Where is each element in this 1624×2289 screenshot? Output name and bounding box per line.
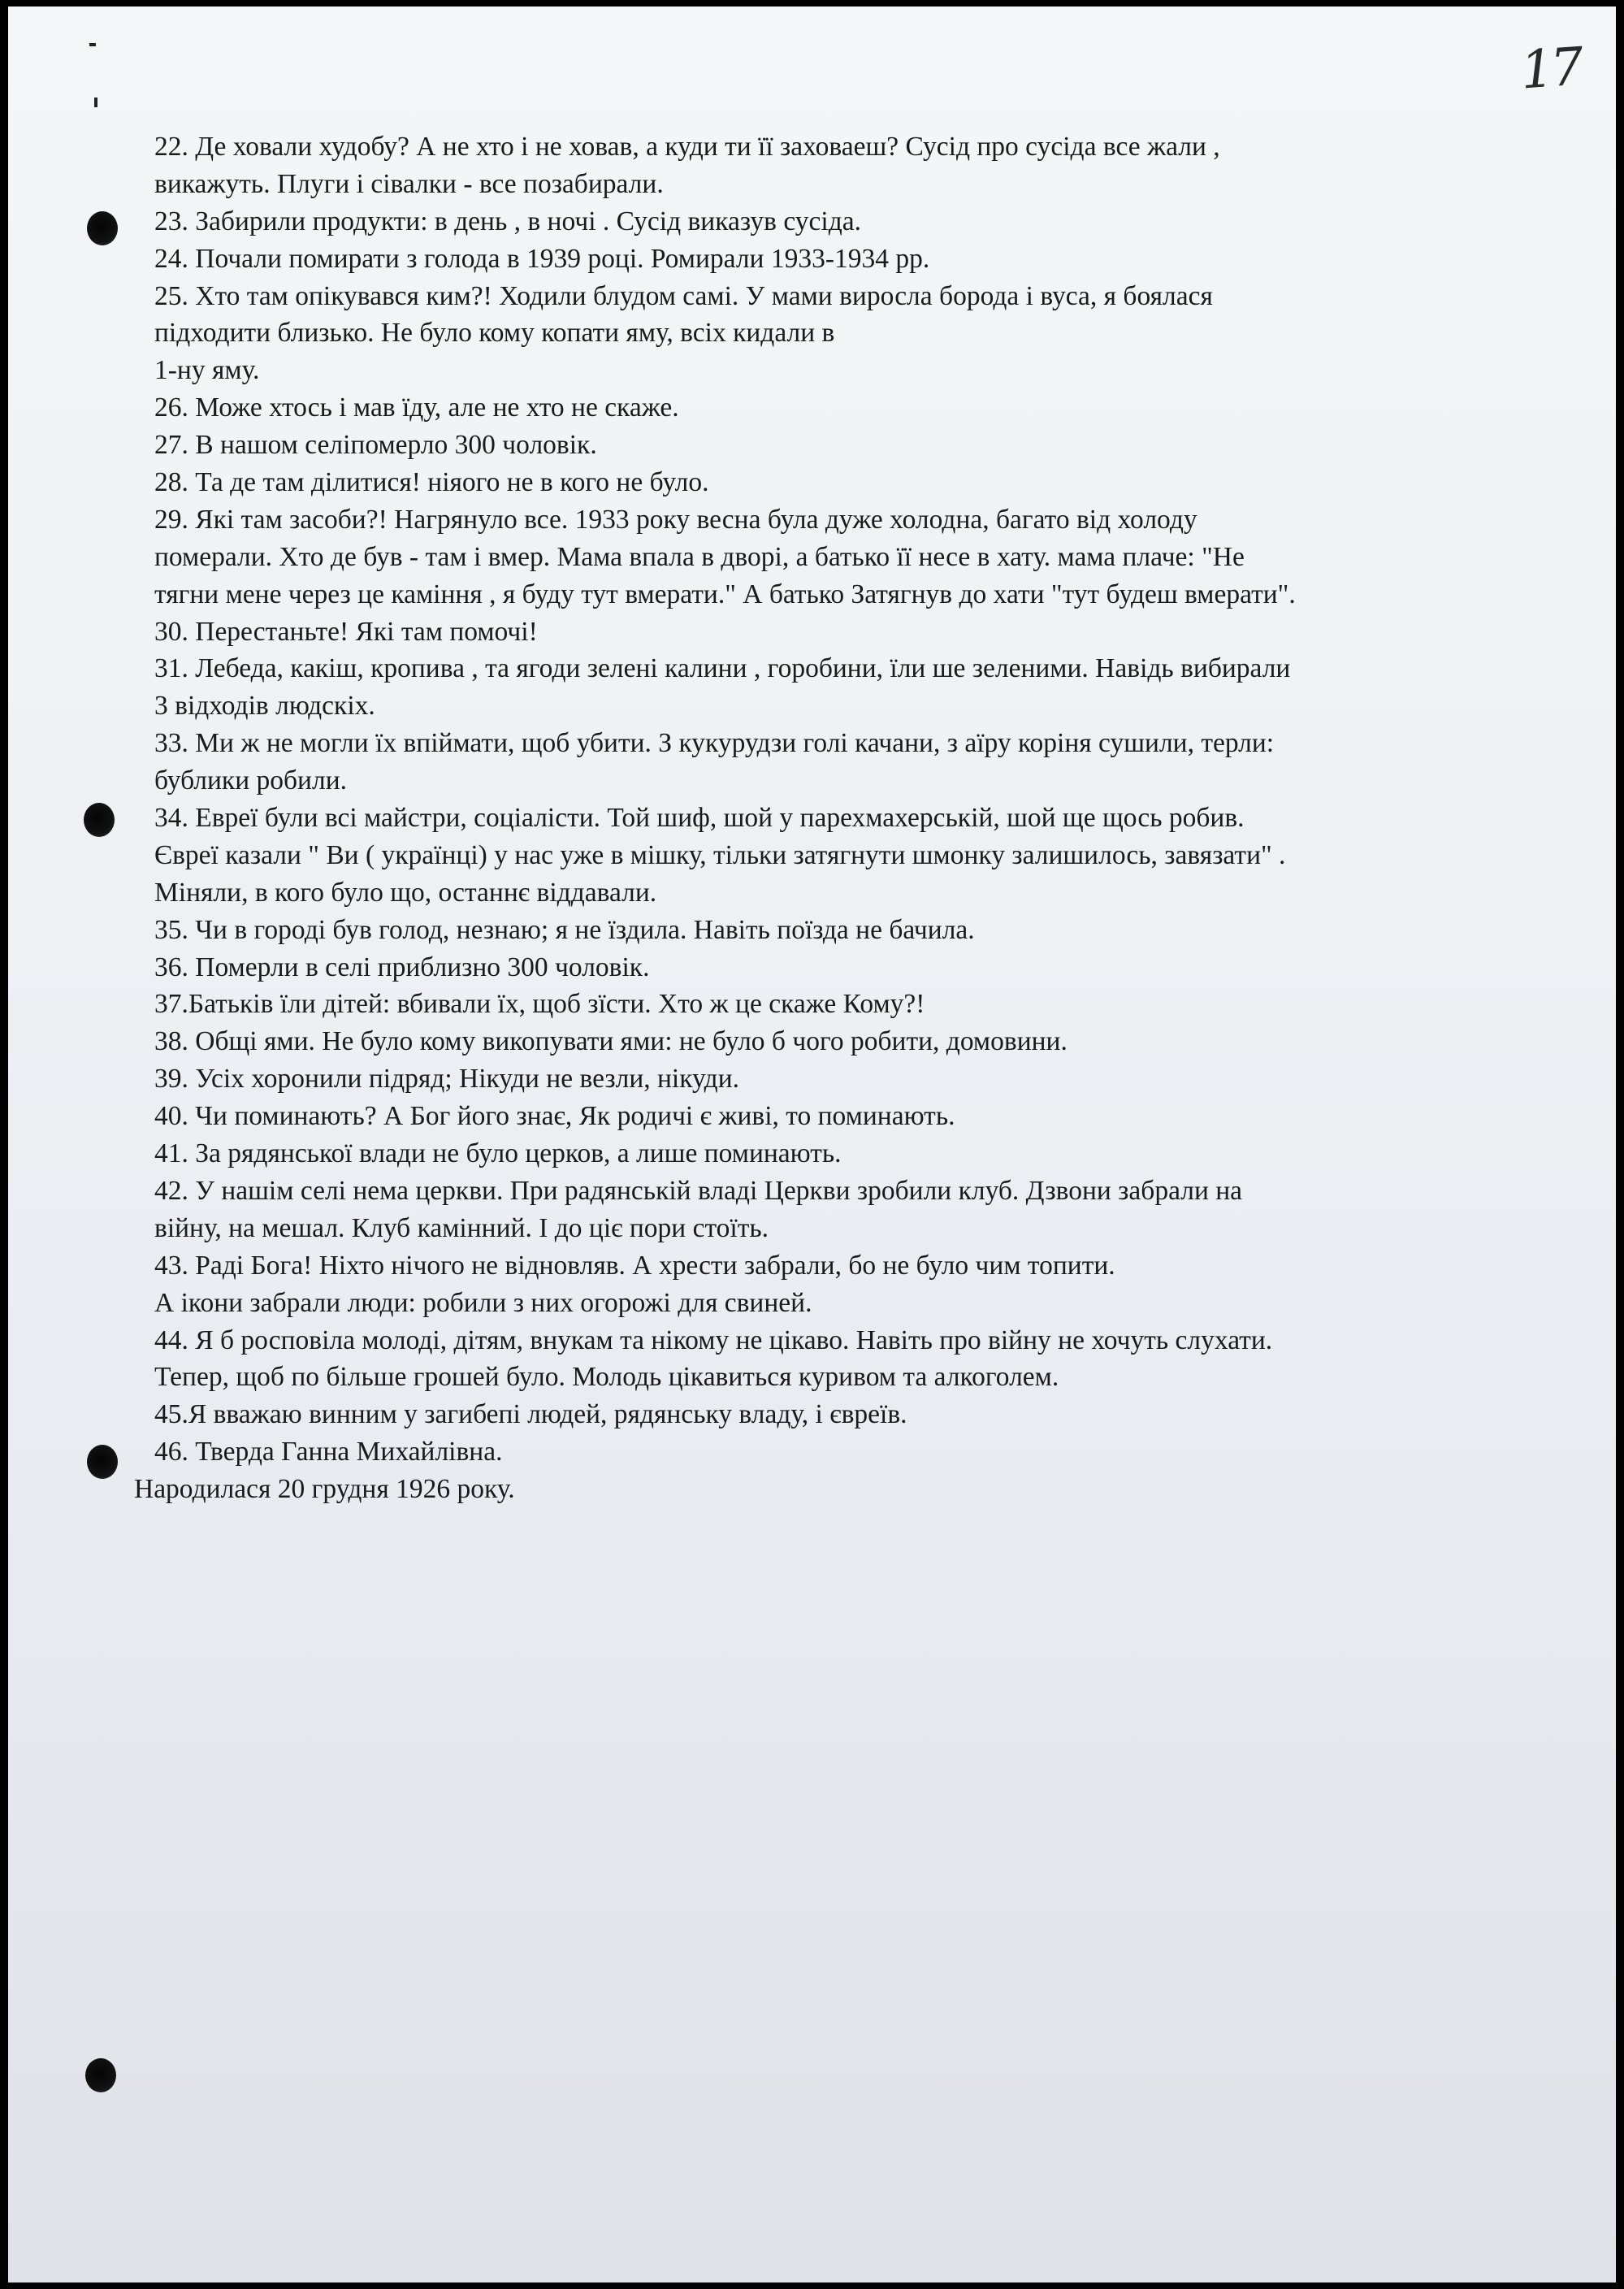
text-line: 27. В нашом селіпомерло 300 чоловік. xyxy=(154,430,597,461)
text-line: 40. Чи поминають? А Бог його знає, Як родичі є живі, то поминають. xyxy=(154,1101,955,1132)
text-line: Тепер, щоб по більше грошей було. Молодь цікавиться куривом та алкоголем. xyxy=(154,1362,1059,1393)
margin-tick-mark xyxy=(89,43,96,46)
text-line: бублики робили. xyxy=(154,765,348,796)
document-page xyxy=(8,7,1616,2282)
text-line: 25. Хто там опікувався ким?! Ходили блудом самі. У мами виросла борода і вуса, я боялася xyxy=(154,280,1213,311)
text-line: війну, на мешал. Клуб камінний. І до ціє пори стоїть. xyxy=(154,1212,769,1243)
text-line: 28. Та де там ділитися! ніяого не в кого не було. xyxy=(154,467,709,498)
text-line: 29. Які там засоби?! Нагрянуло все. 1933 року весна була дуже холодна, багато від холоду xyxy=(154,504,1197,535)
document-text xyxy=(134,128,1540,1508)
margin-tick-mark xyxy=(94,98,97,107)
punch-hole xyxy=(87,211,118,245)
text-line: 24. Почали помирати з голода в 1939 році. Ромирали 1933-1934 рр. xyxy=(154,243,930,274)
text-line: 26. Може хтось і мав їду, але не хто не скаже. xyxy=(154,392,679,423)
punch-hole xyxy=(84,803,115,837)
text-line: 23. Забирили продукти: в день , в ночі . Сусід виказув сусіда. xyxy=(154,206,861,236)
text-line: 31. Лебеда, какіш, кропива , та ягоди зелені калини , горобини, їли ше зеленими. Навідь вибирали xyxy=(154,653,1291,684)
text-line: тягни мене через це каміння , я буду тут вмерати." А батько Затягнув до хати "тут будеш вмерати". xyxy=(154,579,1296,609)
text-line: Міняли, в кого було що, останнє віддавали. xyxy=(154,877,657,908)
text-line: підходити близько. Не було кому копати яму, всіх кидали в xyxy=(154,318,835,349)
text-line: 38. Общі ями. Не було кому викопувати ями: не було б чого робити, домовини. xyxy=(154,1026,1068,1057)
punch-hole xyxy=(85,2058,116,2092)
text-line: Народилася 20 грудня 1926 року. xyxy=(134,1474,515,1505)
text-line: 33. Ми ж не могли їх впіймати, щоб убити. З кукурудзи голі качани, з аїру коріня сушили, терли: xyxy=(154,728,1275,759)
text-line: 45.Я вважаю винним у загибепі людей, рядянську владу, і євреїв. xyxy=(154,1399,907,1430)
text-line: 44. Я б росповіла молоді, дітям, внукам та нікому не цікаво. Навіть про війну не хочуть слухати. xyxy=(154,1324,1273,1355)
text-line: 3 відходів людскіх. xyxy=(154,691,375,722)
text-line: 42. У нашім селі нема церкви. При радянській владі Церкви зробили клуб. Дзвони забрали на xyxy=(154,1175,1243,1206)
punch-hole xyxy=(87,1445,118,1479)
page-number: 17 xyxy=(1518,37,1583,102)
text-line: 22. Де ховали худобу? А не хто і не ховав, а куди ти її заховаеш? Сусід про сусіда все жали , xyxy=(154,132,1220,162)
text-line: померали. Хто де був - там і вмер. Мама впала в дворі, а батько її несе в хату. мама плаче: "Не xyxy=(154,541,1245,572)
text-line: 35. Чи в городі був голод, незнаю; я не їздила. Навіть поїзда не бачила. xyxy=(154,914,975,945)
text-line: 1-ну яму. xyxy=(154,355,260,386)
text-line: 41. За рядянської влади не було церков, а лише поминають. xyxy=(154,1138,842,1169)
text-line: 43. Раді Бога! Ніхто нічого не відновляв. А хрести забрали, бо не було чим топити. xyxy=(154,1250,1115,1281)
text-line: А ікони забрали люди: робили з них огорожі для свиней. xyxy=(154,1287,812,1318)
text-line: Євреї казали " Ви ( українці) у нас уже в мішку, тільки затягнути шмонку залишилось, завязати" . xyxy=(154,839,1286,870)
text-line: 37.Батьків їли дітей: вбивали їх, щоб зїсти. Хто ж це скаже Кому?! xyxy=(154,989,925,1020)
text-line: 39. Усіх хоронили підряд; Нікуди не везли, нікуди. xyxy=(154,1064,740,1095)
text-line: 34. Евреї були всі майстри, соціалісти. Той шиф, шой у парехмахерській, шой ще щось робив. xyxy=(154,803,1245,834)
text-line: викажуть. Плуги і сівалки - все позабирали. xyxy=(154,168,664,199)
text-line: 36. Померли в селі приблизно 300 чоловік. xyxy=(154,952,650,982)
text-line: 30. Перестаньте! Які там помочі! xyxy=(154,616,538,647)
text-line: 46. Тверда Ганна Михайлівна. xyxy=(154,1437,503,1467)
